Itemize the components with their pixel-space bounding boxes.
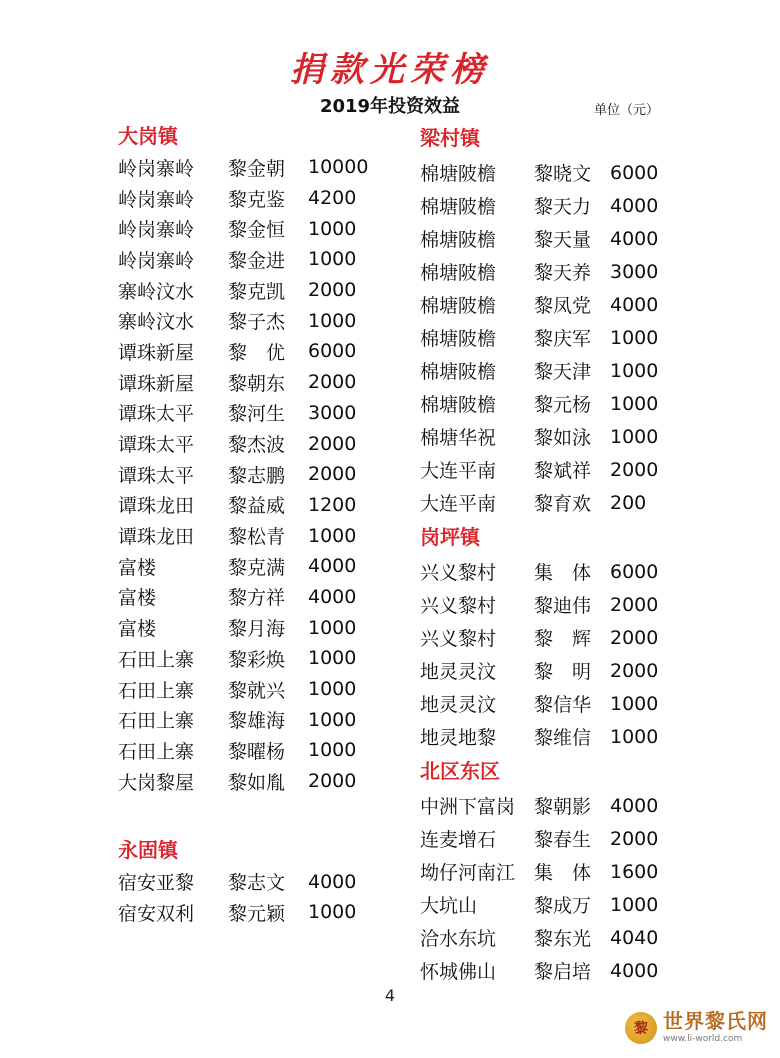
donor-row [118,766,398,797]
donor-row [118,704,398,735]
donor-amount: 1000 [308,708,357,731]
donor-place: 谭珠龙田 [118,526,195,549]
donor-name: 黎子杰 [228,311,286,334]
donor-name: 黎方祥 [228,587,286,610]
donor-amount: 1000 [610,893,659,916]
donor-place: 棉塘陂檐 [420,328,497,350]
donor-row [118,428,398,459]
unit-label: 单位（元） [594,103,660,118]
donor-name: 黎迪伟 [534,595,592,617]
donor-amount: 6000 [610,161,659,184]
donor-name: 集 体 [534,862,592,884]
donor-place: 中洲下富岗 [420,796,516,818]
donor-row [118,582,398,613]
donor-place: 棉塘华祝 [420,427,497,449]
donor-place: 地灵灵汶 [420,661,497,683]
donor-amount: 4000 [308,870,357,893]
donor-name: 黎朝影 [534,796,592,818]
donor-amount: 1200 [308,493,357,516]
donor-row [420,453,720,486]
donor-row [420,621,720,654]
donor-row [118,398,398,429]
donor-name: 黎杰波 [228,434,286,457]
donor-name: 黎雄海 [228,710,286,733]
donor-place: 棉塘陂檐 [420,295,497,317]
donor-name: 黎克鉴 [228,188,286,211]
donor-amount: 1000 [308,524,357,547]
donor-row [118,866,398,897]
donor-row [420,888,720,921]
donor-amount: 2000 [610,593,659,616]
donor-amount: 1000 [308,739,357,762]
donor-row [420,687,720,720]
donor-row [118,643,398,674]
donor-name: 黎天力 [534,196,592,218]
donor-place: 寨岭汶水 [118,280,195,303]
donor-place: 岭岗寨岭 [118,188,195,211]
donor-name: 黎天量 [534,229,592,251]
donor-amount: 1000 [308,616,357,639]
donor-amount: 1000 [610,692,659,715]
donor-amount: 1000 [308,678,357,701]
donor-place: 岭岗寨岭 [118,219,195,242]
donor-row [420,387,720,420]
watermark-site-name: 世界黎氏网 [663,1009,768,1033]
donor-amount: 6000 [610,560,659,583]
donor-amount: 3000 [308,401,357,424]
donor-amount: 4000 [610,194,659,217]
donor-place: 谭珠太平 [118,434,195,457]
donor-row [420,288,720,321]
section-heading: 大岗镇 [118,124,178,148]
donor-name: 黎 优 [228,341,286,364]
donor-row [118,152,398,183]
donor-row [420,189,720,222]
donor-name: 黎成万 [534,895,592,917]
donor-row [420,420,720,453]
donor-place: 大坑山 [420,895,478,917]
donor-name: 黎益威 [228,495,286,518]
donor-amount: 1000 [610,425,659,448]
donor-place: 石田上寨 [118,710,195,733]
watermark-url: www.li-world.com [663,1034,743,1044]
section-gap [118,796,398,834]
donor-name: 黎彩焕 [228,648,286,671]
donor-amount: 1000 [610,392,659,415]
donor-amount: 1600 [610,860,659,883]
donor-place: 富楼 [118,556,157,579]
left-column [118,120,398,928]
section-left_sections-1 [118,834,398,927]
donor-amount: 2000 [308,770,357,793]
donor-amount: 4000 [610,227,659,250]
donor-amount: 1000 [308,217,357,240]
donor-place: 连麦增石 [420,829,497,851]
donor-row [420,822,720,855]
donor-row [420,720,720,753]
donor-place: 谭珠太平 [118,403,195,426]
donor-row [420,654,720,687]
donor-name: 黎庆军 [534,328,592,350]
donor-name: 黎凤党 [534,295,592,317]
donor-row [118,183,398,214]
donor-name: 黎如泳 [534,427,592,449]
donor-name: 黎晓文 [534,163,592,185]
donor-place: 地灵灵汶 [420,694,497,716]
donor-row [118,336,398,367]
donor-name: 黎斌祥 [534,460,592,482]
donor-amount: 4000 [308,585,357,608]
donor-row [118,213,398,244]
section-heading: 梁村镇 [420,126,480,150]
donor-amount: 1000 [610,326,659,349]
donor-name: 黎天津 [534,361,592,383]
donor-name: 黎如胤 [228,771,286,794]
donor-amount: 200 [610,491,647,514]
donor-place: 宿安双利 [118,902,195,925]
donor-amount: 10000 [308,156,369,179]
donor-amount: 1000 [308,901,357,924]
donor-row [420,156,720,189]
donor-row [118,275,398,306]
donor-place: 怀城佛山 [420,961,497,983]
right-column [420,120,720,987]
donor-row [420,321,720,354]
donor-row [420,222,720,255]
donor-amount: 2000 [610,626,659,649]
donor-amount: 4000 [308,555,357,578]
donor-place: 宿安亚黎 [118,872,195,895]
section-heading: 永固镇 [118,838,178,863]
donor-amount: 1000 [308,647,357,670]
donor-place: 棉塘陂檐 [420,196,497,218]
donor-place: 大连平南 [420,493,497,515]
donor-place: 大岗黎屋 [118,771,195,794]
donor-place: 寨岭汶水 [118,311,195,334]
donor-place: 地灵地黎 [420,727,497,749]
donor-row [118,612,398,643]
donor-name: 黎元颖 [228,902,286,925]
donor-place: 坳仔河南江 [420,862,516,884]
donor-place: 谭珠新屋 [118,341,195,364]
donor-row [118,551,398,582]
donor-place: 大连平南 [420,460,497,482]
donor-name: 黎月海 [228,618,286,641]
donor-name: 黎育欢 [534,493,592,515]
donor-amount: 4000 [610,959,659,982]
donor-name: 黎金恒 [228,219,286,242]
donor-amount: 4000 [610,794,659,817]
donor-place: 棉塘陂檐 [420,361,497,383]
donor-place: 棉塘陂檐 [420,163,497,185]
donor-place: 谭珠龙田 [118,495,195,518]
donor-place: 石田上寨 [118,679,195,702]
donor-name: 黎松青 [228,526,286,549]
section-right_sections-2 [420,753,720,987]
donor-amount: 1000 [610,725,659,748]
donor-row [420,921,720,954]
donor-row [118,674,398,705]
donor-name: 黎就兴 [228,679,286,702]
donor-name: 黎克满 [228,556,286,579]
donor-row [118,305,398,336]
donor-place: 岭岗寨岭 [118,249,195,272]
donor-name: 黎金进 [228,249,286,272]
donor-row [420,954,720,987]
donor-amount: 2000 [308,371,357,394]
donor-amount: 2000 [308,279,357,302]
donor-amount: 4000 [610,293,659,316]
donor-amount: 4040 [610,926,659,949]
page-title: 捐款光荣榜 [290,50,490,90]
donor-amount: 2000 [308,432,357,455]
donor-row [118,897,398,928]
page-number: 4 [384,986,396,1005]
watermark [625,1011,768,1044]
donor-name: 黎克凯 [228,280,286,303]
donor-amount: 2000 [610,827,659,850]
donor-row [118,735,398,766]
section-heading: 北区东区 [420,759,500,783]
donor-amount: 2000 [610,458,659,481]
donor-name: 黎 辉 [534,628,592,650]
donor-name: 黎 明 [534,661,592,683]
section-right_sections-1 [420,519,720,753]
donor-place: 兴义黎村 [420,562,497,584]
donor-place: 富楼 [118,587,157,610]
donor-place: 兴义黎村 [420,628,497,650]
donor-place: 富楼 [118,618,157,641]
donor-row [118,367,398,398]
donor-amount: 6000 [308,340,357,363]
donor-place: 石田上寨 [118,740,195,763]
donor-place: 棉塘陂檐 [420,262,497,284]
donor-row [118,490,398,521]
donor-amount: 1000 [308,309,357,332]
donor-name: 黎启培 [534,961,592,983]
donor-row [420,354,720,387]
section-heading: 岗坪镇 [420,525,480,549]
section-left_sections-0 [118,120,398,796]
donor-row [118,459,398,490]
donor-amount: 3000 [610,260,659,283]
donor-name: 黎金朝 [228,157,286,180]
donor-name: 黎志鹏 [228,464,286,487]
donor-name: 黎信华 [534,694,592,716]
donor-row [420,555,720,588]
donor-amount: 1000 [610,359,659,382]
donor-row [118,244,398,275]
donor-amount: 1000 [308,248,357,271]
page-subtitle: 2019年投资效益 [319,96,461,117]
donor-name: 黎天养 [534,262,592,284]
donor-name: 黎元杨 [534,394,592,416]
donor-amount: 2000 [610,659,659,682]
donor-name: 黎春生 [534,829,592,851]
donor-place: 谭珠太平 [118,464,195,487]
donor-row [420,486,720,519]
donor-amount: 2000 [308,463,357,486]
donor-place: 谭珠新屋 [118,372,195,395]
donor-row [420,855,720,888]
section-right_sections-0 [420,120,720,519]
donor-place: 棉塘陂檐 [420,229,497,251]
donor-name: 黎朝东 [228,372,286,395]
donor-name: 黎曜杨 [228,740,286,763]
donor-amount: 4200 [308,187,357,210]
donor-name: 黎河生 [228,403,286,426]
donor-name: 黎维信 [534,727,592,749]
donor-row [118,520,398,551]
donor-name: 集 体 [534,562,592,584]
donor-name: 黎志文 [228,872,286,895]
donor-place: 兴义黎村 [420,595,497,617]
donor-row [420,789,720,822]
donor-place: 岭岗寨岭 [118,157,195,180]
donor-name: 黎东光 [534,928,592,950]
donor-place: 石田上寨 [118,648,195,671]
donor-row [420,255,720,288]
donor-place: 洽水东坑 [420,928,497,950]
seal-icon: 黎 [625,1012,657,1044]
donor-row [420,588,720,621]
donor-place: 棉塘陂檐 [420,394,497,416]
